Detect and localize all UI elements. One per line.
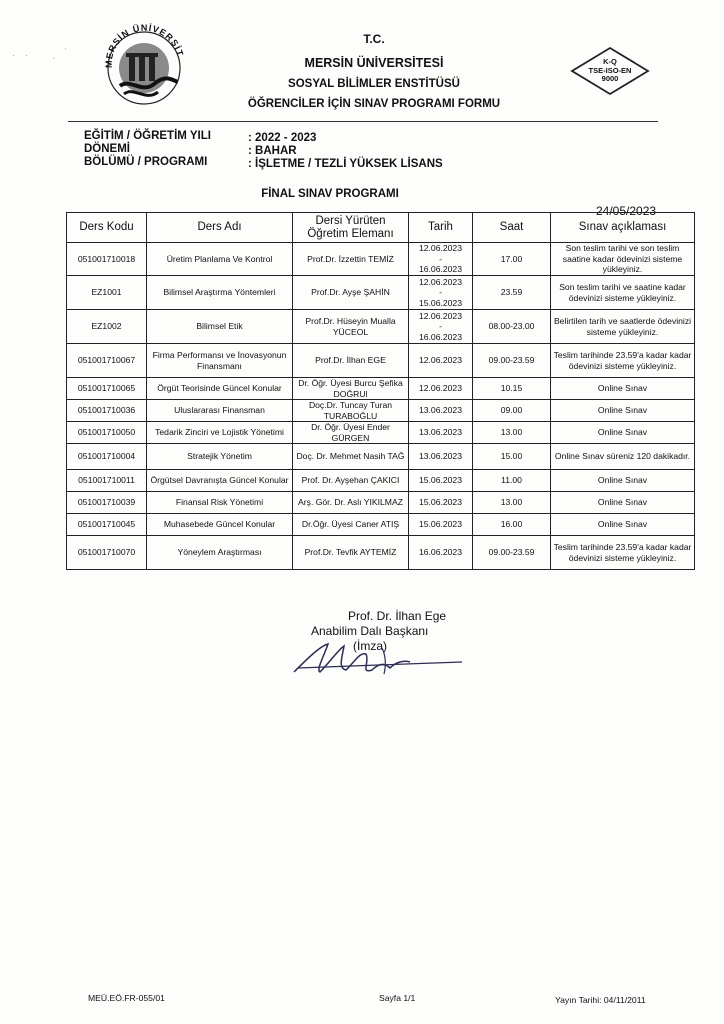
cell-code: 051001710039 bbox=[67, 492, 147, 514]
cell-code: 051001710018 bbox=[67, 243, 147, 276]
signature-imza-label: (İmza) bbox=[353, 639, 387, 653]
cell-course: Uluslararası Finansman bbox=[147, 400, 293, 422]
table-row bbox=[67, 422, 695, 444]
cell-date: 12.06.2023 - 16.06.2023 bbox=[409, 310, 473, 344]
cell-time: 13.00 bbox=[473, 492, 551, 514]
cell-description: Son teslim tarihi ve saatine kadar ödevinizi sisteme yükleyiniz. bbox=[551, 276, 695, 310]
cell-instructor: Prof.Dr. İzzettin TEMİZ bbox=[293, 243, 409, 276]
cell-instructor: Doç. Dr. Mehmet Nasih TAĞ bbox=[293, 444, 409, 470]
cell-description: Online Sınav bbox=[551, 378, 695, 400]
table-header-row bbox=[67, 213, 695, 243]
cell-instructor: Dr.Öğr. Üyesi Caner ATIŞ bbox=[293, 514, 409, 536]
cell-date: 12.06.2023 - 15.06.2023 bbox=[409, 276, 473, 310]
scan-mark: ˏ bbox=[52, 49, 55, 59]
cell-time: 16.00 bbox=[473, 514, 551, 536]
meta-value-year: : 2022 - 2023 bbox=[248, 132, 317, 144]
cell-course: Bilimsel Etik bbox=[147, 310, 293, 344]
header-tc: T.C. bbox=[363, 32, 385, 46]
cell-date: 16.06.2023 bbox=[409, 536, 473, 570]
badge-line-1: K-Q bbox=[603, 57, 617, 66]
meta-values bbox=[248, 132, 443, 171]
cell-description: Teslim tarihinde 23.59'a kadar kadar ödevinizi sisteme yükleyiniz. bbox=[551, 344, 695, 378]
cell-time: 09.00-23.59 bbox=[473, 536, 551, 570]
cell-instructor: Prof. Dr. Ayşehan ÇAKICI bbox=[293, 470, 409, 492]
cell-course: Firma Performansı ve İnovasyonun Finansmanı bbox=[147, 344, 293, 378]
signature-name: Prof. Dr. İlhan Ege bbox=[348, 609, 447, 623]
cell-code: EZ1002 bbox=[67, 310, 147, 344]
cell-code: 051001710070 bbox=[67, 536, 147, 570]
meta-label-year: EĞİTİM / ÖĞRETİM YILI bbox=[84, 130, 211, 142]
meta-value-term: : BAHAR bbox=[248, 145, 297, 157]
cell-course: Stratejik Yönetim bbox=[147, 444, 293, 470]
cell-course: Örgüt Teorisinde Güncel Konular bbox=[147, 378, 293, 400]
table-row bbox=[67, 444, 695, 470]
table-row bbox=[67, 243, 695, 276]
table-row bbox=[67, 492, 695, 514]
cell-instructor: Dr. Öğr. Üyesi Ender GÜRGEN bbox=[293, 422, 409, 444]
scan-mark: ˊ bbox=[64, 47, 67, 57]
cell-date: 12.06.2023 bbox=[409, 344, 473, 378]
col-header-date: Tarih bbox=[409, 213, 473, 243]
cell-instructor: Arş. Gör. Dr. Aslı YIKILMAZ bbox=[293, 492, 409, 514]
cell-code: EZ1001 bbox=[67, 276, 147, 310]
cell-course: Örgütsel Davranışta Güncel Konular bbox=[147, 470, 293, 492]
cell-time: 13.00 bbox=[473, 422, 551, 444]
table-row bbox=[67, 536, 695, 570]
header-divider bbox=[68, 121, 658, 122]
cell-code: 051001710004 bbox=[67, 444, 147, 470]
cell-date: 15.06.2023 bbox=[409, 470, 473, 492]
header-form-title: ÖĞRENCİLER İÇİN SINAV PROGRAMI FORMU bbox=[247, 98, 501, 110]
col-header-code: Ders Kodu bbox=[67, 213, 147, 243]
cell-instructor: Prof.Dr. Tevfik AYTEMİZ bbox=[293, 536, 409, 570]
badge-line-3: 9000 bbox=[601, 74, 619, 83]
cell-instructor: Doç.Dr. Tuncay Turan TURABOĞLU bbox=[293, 400, 409, 422]
table-row bbox=[67, 400, 695, 422]
handwritten-signature bbox=[286, 640, 466, 680]
badge-line-2: TSE-ISO-EN bbox=[588, 65, 632, 75]
scan-mark: · bbox=[12, 50, 15, 60]
meta-value-program: : İŞLETME / TEZLİ YÜKSEK LİSANS bbox=[248, 158, 443, 170]
cell-description: Belirtilen tarih ve saatlerde ödevinizi sisteme yükleyiniz. bbox=[551, 310, 695, 344]
cell-instructor: Prof.Dr. Ayşe ŞAHİN bbox=[293, 276, 409, 310]
cell-course: Tedarik Zinciri ve Lojistik Yönetimi bbox=[147, 422, 293, 444]
cell-time: 15.00 bbox=[473, 444, 551, 470]
scan-mark: · bbox=[25, 50, 28, 60]
cell-date: 15.06.2023 bbox=[409, 492, 473, 514]
cell-instructor: Prof.Dr. İlhan EGE bbox=[293, 344, 409, 378]
exam-table bbox=[66, 212, 695, 570]
cell-description: Son teslim tarihi ve son teslim saatine kadar ödevinizi sisteme yükleyiniz. bbox=[551, 243, 695, 276]
cell-date: 13.06.2023 bbox=[409, 422, 473, 444]
cell-time: 08.00-23.00 bbox=[473, 310, 551, 344]
svg-text:MERSİN ÜNİVERSİTESİ 1992: MERSİN ÜNİVERSİT bbox=[103, 22, 186, 69]
col-header-instructor: Dersi Yürüten Öğretim Elemanı bbox=[293, 213, 409, 243]
cell-code: 051001710045 bbox=[67, 514, 147, 536]
cell-time: 23.59 bbox=[473, 276, 551, 310]
table-row bbox=[67, 470, 695, 492]
cell-course: Muhasebede Güncel Konular bbox=[147, 514, 293, 536]
meta-labels bbox=[84, 130, 211, 169]
footer-published: Yayın Tarihi: 04/11/2011 bbox=[555, 995, 646, 1005]
cell-description: Online Sınav bbox=[551, 422, 695, 444]
cell-time: 11.00 bbox=[473, 470, 551, 492]
meta-label-term: DÖNEMİ bbox=[84, 143, 130, 155]
footer-form-code: MEÜ.EÖ.FR-055/01 bbox=[88, 993, 165, 1003]
table-body bbox=[67, 243, 695, 570]
table-row bbox=[67, 276, 695, 310]
cell-description: Teslim tarihinde 23.59'a kadar kadar ödevinizi sisteme yükleyiniz. bbox=[551, 536, 695, 570]
cell-date: 12.06.2023 bbox=[409, 378, 473, 400]
cell-time: 10.15 bbox=[473, 378, 551, 400]
cell-time: 17.00 bbox=[473, 243, 551, 276]
cell-course: Bilimsel Araştırma Yöntemleri bbox=[147, 276, 293, 310]
document-date: 24/05/2023 bbox=[596, 204, 657, 218]
program-title: FİNAL SINAV PROGRAMI bbox=[261, 188, 399, 200]
table-row bbox=[67, 514, 695, 536]
header-university: MERSİN ÜNİVERSİTESİ bbox=[304, 56, 444, 70]
cell-date: 15.06.2023 bbox=[409, 514, 473, 536]
cell-course: Üretim Planlama Ve Kontrol bbox=[147, 243, 293, 276]
col-header-time: Saat bbox=[473, 213, 551, 243]
cell-date: 12.06.2023 - 16.06.2023 bbox=[409, 243, 473, 276]
col-header-description: Sınav açıklaması bbox=[551, 213, 695, 243]
cell-description: Online Sınav bbox=[551, 492, 695, 514]
cell-instructor: Prof.Dr. Hüseyin Mualla YÜCEOL bbox=[293, 310, 409, 344]
table-row bbox=[67, 310, 695, 344]
cell-date: 13.06.2023 bbox=[409, 444, 473, 470]
cell-course: Finansal Risk Yönetimi bbox=[147, 492, 293, 514]
col-header-course: Ders Adı bbox=[147, 213, 293, 243]
cell-description: Online Sınav süreniz 120 dakikadır. bbox=[551, 444, 695, 470]
cell-time: 09.00-23.59 bbox=[473, 344, 551, 378]
cell-code: 051001710036 bbox=[67, 400, 147, 422]
cell-description: Online Sınav bbox=[551, 470, 695, 492]
cell-course: Yöneylem Araştırması bbox=[147, 536, 293, 570]
cell-description: Online Sınav bbox=[551, 400, 695, 422]
header-institute: SOSYAL BİLİMLER ENSTİTÜSÜ bbox=[288, 78, 460, 90]
footer-page: Sayfa 1/1 bbox=[379, 993, 416, 1003]
certification-badge bbox=[570, 46, 650, 96]
meta-label-program: BÖLÜMÜ / PROGRAMI bbox=[84, 156, 208, 168]
cell-instructor: Dr. Öğr. Üyesi Burcu Şefika DOĞRUl bbox=[293, 378, 409, 400]
cell-code: 051001710067 bbox=[67, 344, 147, 378]
cell-code: 051001710065 bbox=[67, 378, 147, 400]
table-row bbox=[67, 378, 695, 400]
cell-time: 09.00 bbox=[473, 400, 551, 422]
cell-code: 051001710011 bbox=[67, 470, 147, 492]
cell-code: 051001710050 bbox=[67, 422, 147, 444]
cell-description: Online Sınav bbox=[551, 514, 695, 536]
table-row bbox=[67, 344, 695, 378]
signature-title: Anabilim Dalı Başkanı bbox=[311, 624, 429, 638]
cell-date: 13.06.2023 bbox=[409, 400, 473, 422]
university-logo bbox=[98, 20, 190, 112]
